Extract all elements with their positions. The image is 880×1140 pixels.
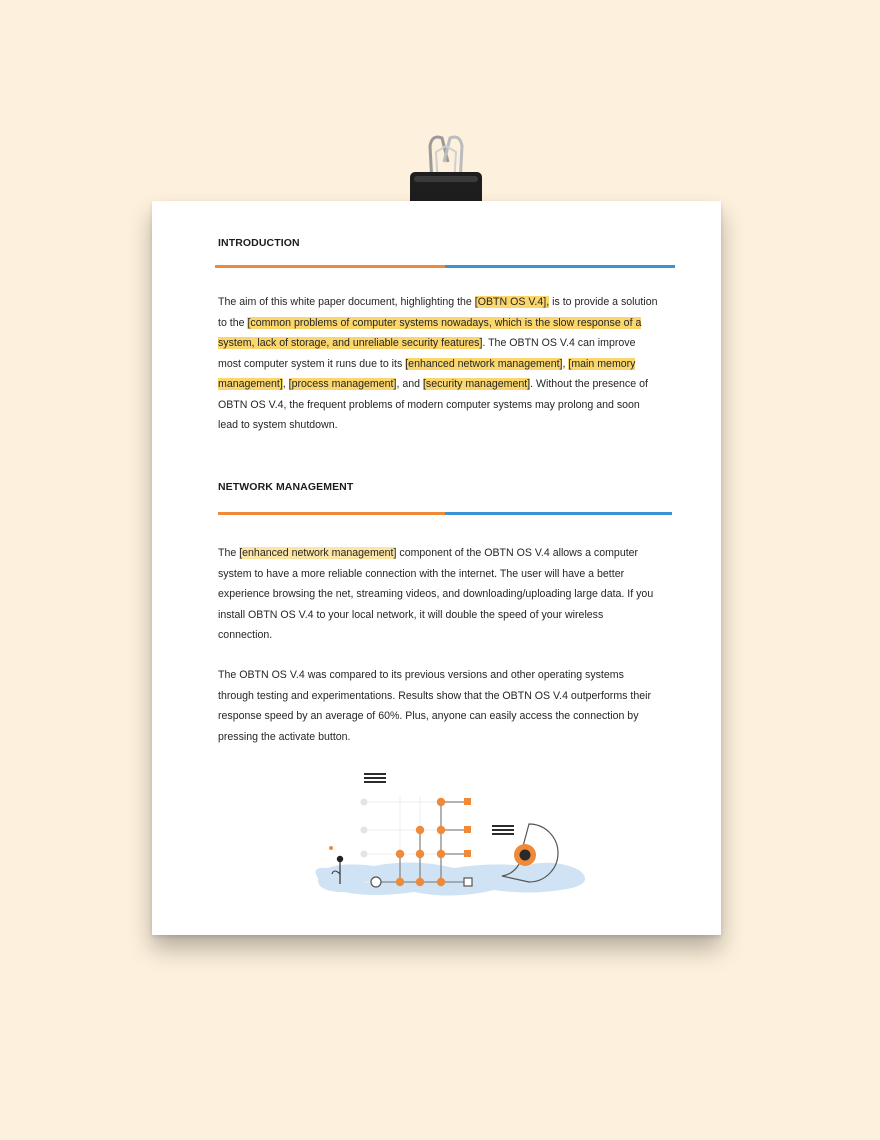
text-run: . Without the presence of OBTN OS V.4, the frequent problems of modern computer systems may prolong and soon lead to system shutdown. — [218, 378, 648, 431]
text-run: . The OBTN OS V.4 can improve most computer system it runs due to its — [218, 337, 636, 370]
text-run: , and — [396, 378, 423, 390]
highlighted-placeholder: [enhanced network management] — [239, 547, 397, 559]
text-run: , — [562, 357, 569, 370]
text-run: is to provide a solution to the — [218, 296, 658, 329]
highlighted-placeholder: [security management] — [422, 378, 531, 390]
text-run: The OBTN OS V.4 was compared to its previous versions and other operating systems through testing and experimentations. Results show that the OBTN OS V.4 outperforms their response speed by an average of 60%. Plus, anyone can easily access the connection by pressing the activate button. — [218, 669, 651, 743]
section-heading-introduction: INTRODUCTION — [218, 237, 300, 249]
section-heading-network-management: NETWORK MANAGEMENT — [218, 481, 354, 493]
highlighted-placeholder: [common problems of computer systems nowadays, which is the slow response of a system, lack of storage, and unreliable security features] — [218, 316, 642, 349]
network-paragraph-1 — [218, 543, 658, 646]
intro-paragraph — [218, 292, 658, 436]
text-run: The — [218, 547, 240, 559]
section-divider — [215, 265, 675, 268]
text-run: The aim of this white paper document, highlighting the — [218, 296, 475, 308]
highlighted-placeholder: [process management] — [288, 378, 397, 390]
network-diagram-illustration — [304, 766, 594, 906]
document-page — [152, 201, 721, 935]
network-paragraph-2 — [218, 665, 658, 747]
text-run: component of the OBTN OS V.4 allows a computer system to have a more reliable connection with the internet. The user will have a better experience browsing the net, streaming videos, and downloading/uploading large data. If you install OBTN OS V.4 to your local network, it will double the speed of your wireless connection. — [218, 547, 654, 641]
text-run: , — [282, 378, 289, 390]
highlighted-placeholder: [enhanced network management] — [405, 357, 563, 370]
section-divider — [218, 512, 672, 515]
highlighted-placeholder: [OBTN OS V.4], — [474, 296, 550, 308]
highlighted-placeholder: [main memory management] — [218, 357, 636, 390]
